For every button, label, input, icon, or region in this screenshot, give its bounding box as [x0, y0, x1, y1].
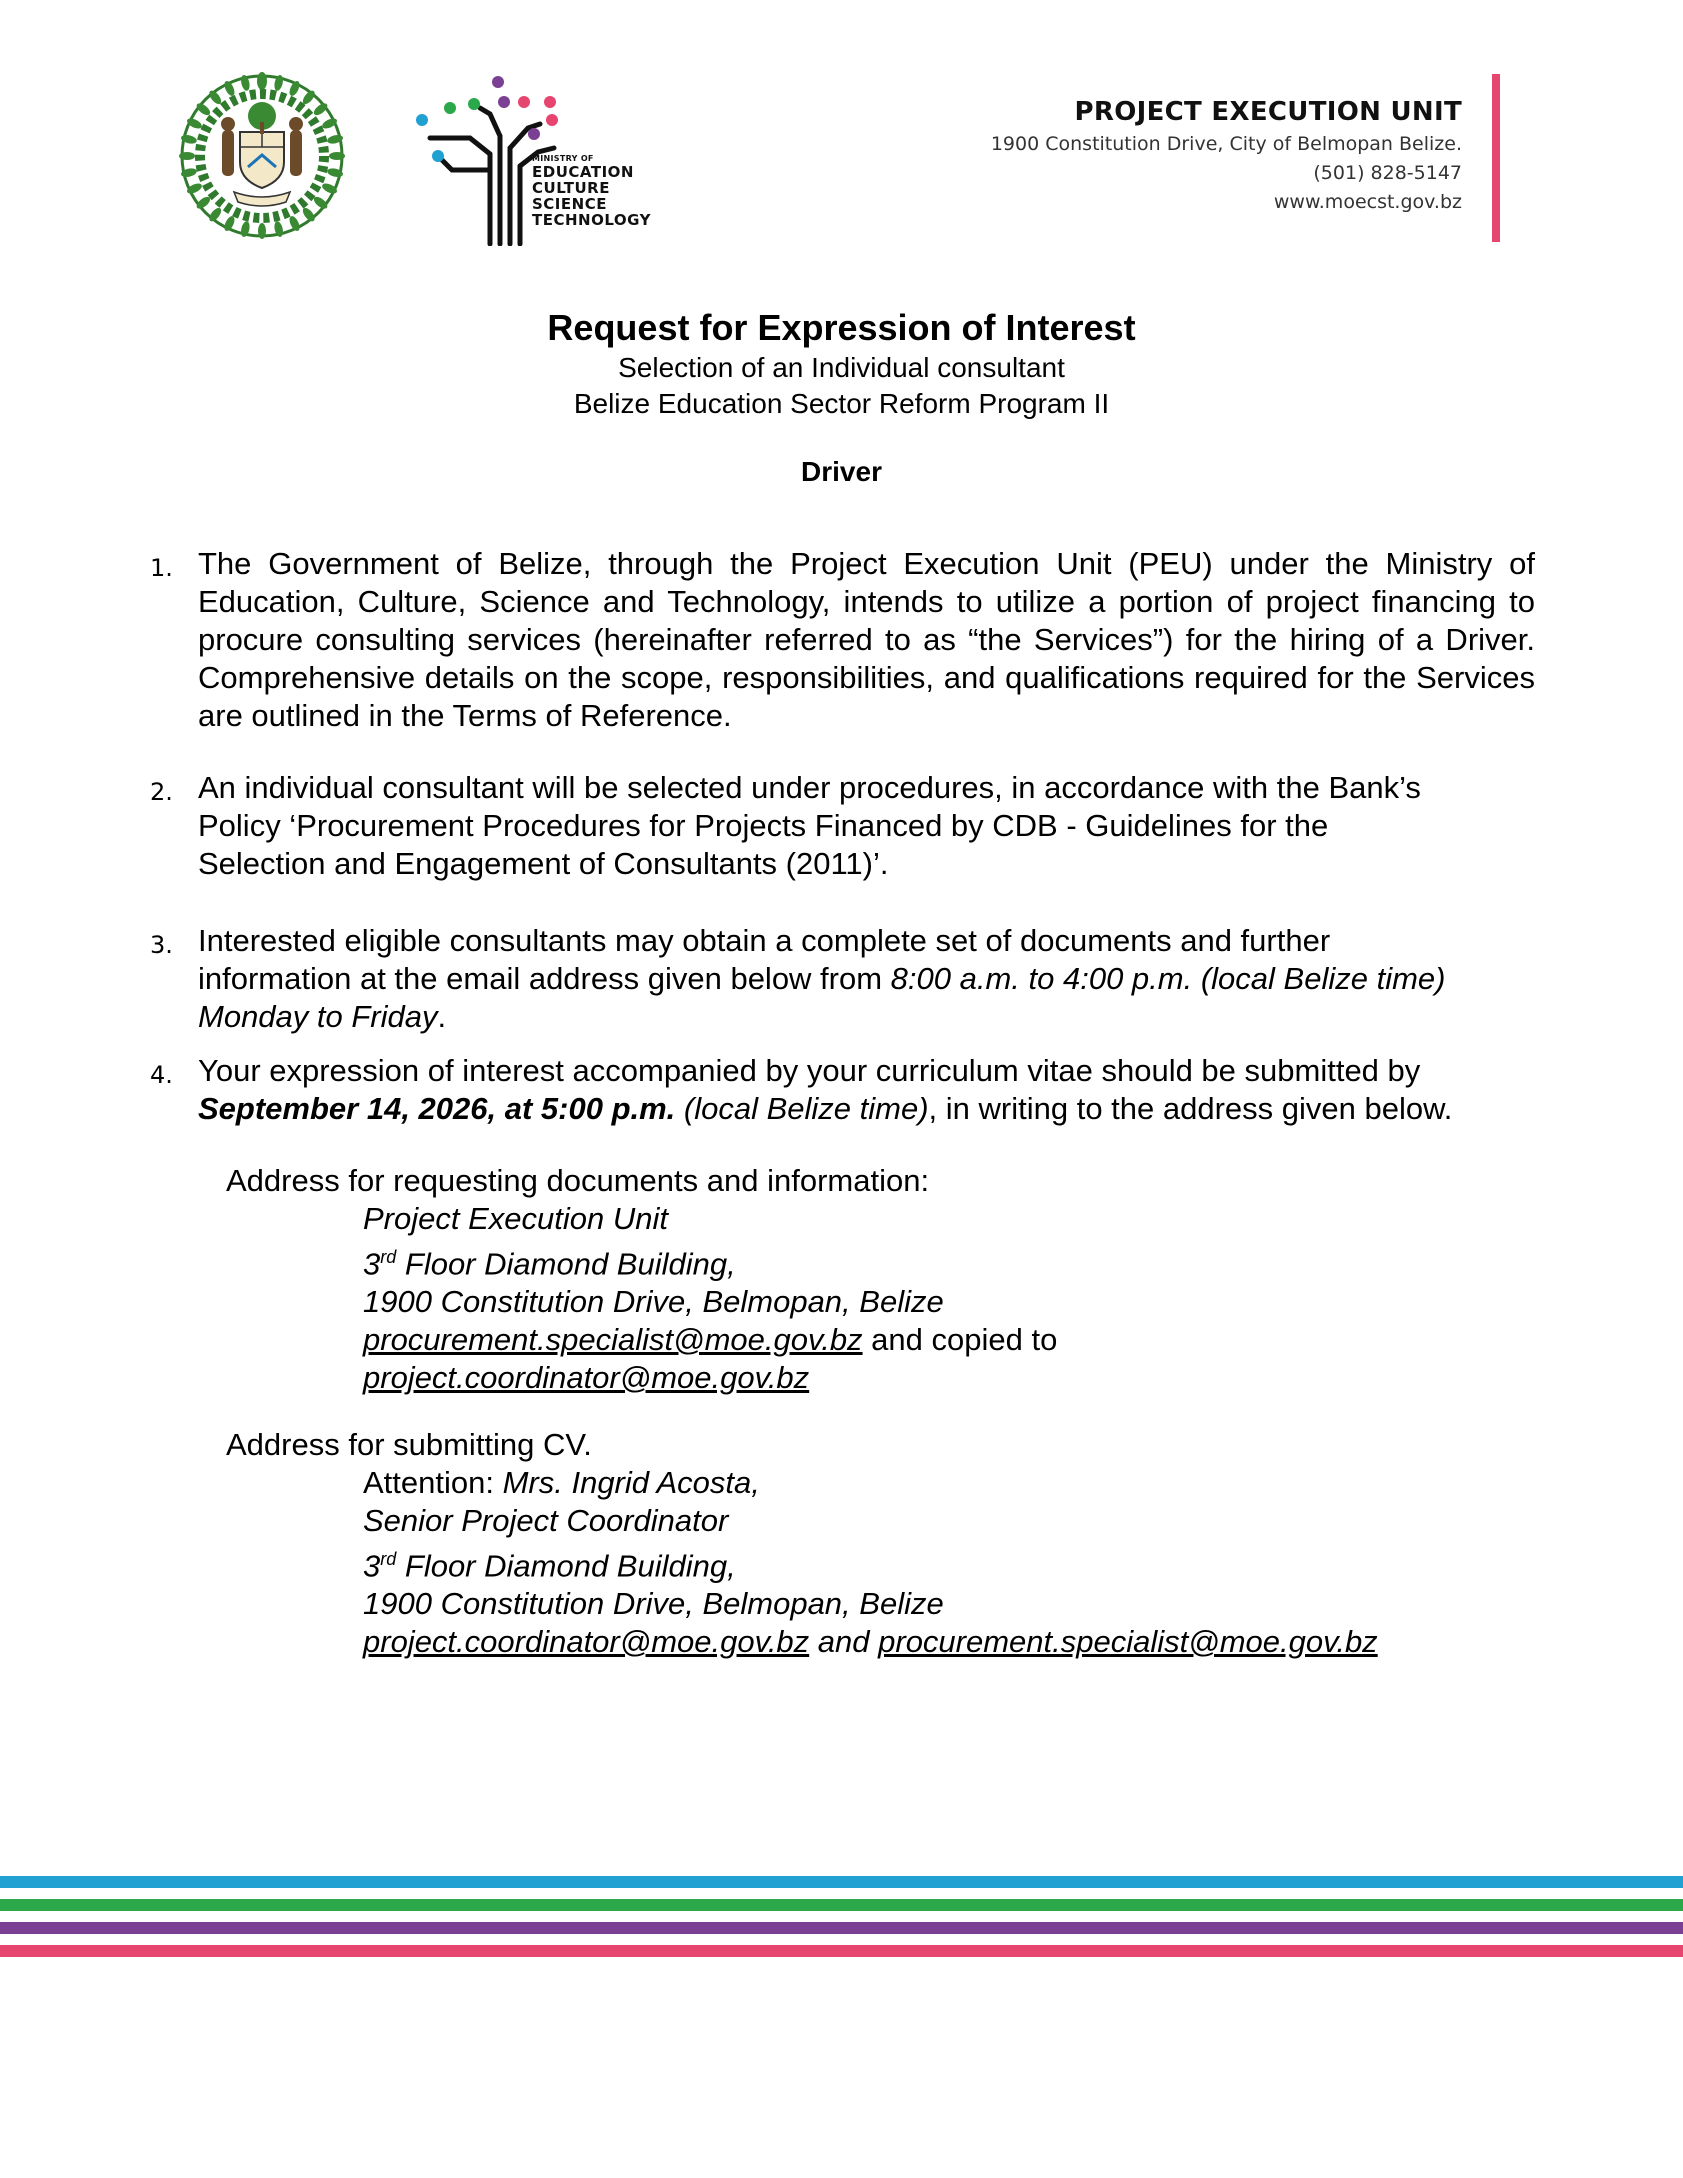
- paragraph-number: 2.: [150, 778, 173, 806]
- paragraph-line: [198, 960, 1535, 998]
- paragraph-4: [150, 1052, 1535, 1128]
- ministry-logo-text: [532, 154, 651, 228]
- submit-attention-line: [226, 1464, 1378, 1502]
- attention-name: Mrs. Ingrid Acosta,: [502, 1465, 760, 1500]
- submit-address-floor: [226, 1540, 1378, 1585]
- ministry-logo: [412, 74, 662, 246]
- ministry-logo-line: EDUCATION: [532, 163, 634, 181]
- procurement-email-link[interactable]: procurement.specialist@moe.gov.bz: [878, 1624, 1378, 1660]
- paragraph-text: [198, 769, 1535, 883]
- paragraph-line: An individual consultant will be selected under procedures, in accordance with the Bank’s: [198, 770, 1421, 805]
- floor-text: Floor Diamond Building,: [396, 1548, 736, 1584]
- unit-phone: (501) 828-5147: [1313, 162, 1462, 184]
- floor-suffix: rd: [380, 1247, 397, 1267]
- procurement-email-link[interactable]: procurement.specialist@moe.gov.bz: [363, 1322, 863, 1358]
- office-days: Monday to Friday: [198, 999, 438, 1034]
- line-text: , in writing to the address given below.: [928, 1091, 1453, 1126]
- request-address-unit: Project Execution Unit: [363, 1201, 668, 1236]
- submission-deadline: September 14, 2026, at 5:00 p.m.: [198, 1091, 676, 1126]
- paragraph-number: 3.: [150, 931, 173, 959]
- footer-stripe-blue: [0, 1876, 1683, 1888]
- paragraph-line: Selection and Engagement of Consultants (2011)’.: [198, 846, 889, 881]
- line-text: information at the email address given below from: [198, 961, 891, 996]
- paragraph-text: [198, 922, 1535, 1036]
- and-text: and: [809, 1624, 879, 1660]
- office-hours: 8:00 a.m. to 4:00 p.m. (local Belize time): [890, 961, 1446, 996]
- submit-address-heading: Address for submitting CV.: [226, 1427, 592, 1462]
- paragraph-number: 4.: [150, 1061, 173, 1089]
- line-text: .: [437, 999, 447, 1034]
- submit-address-block: [226, 1426, 1378, 1661]
- submit-address-street: 1900 Constitution Drive, Belmopan, Belize: [363, 1586, 944, 1622]
- unit-address: 1900 Constitution Drive, City of Belmopan Belize.: [990, 133, 1462, 155]
- attention-label: Attention:: [363, 1465, 503, 1500]
- position-title: Driver: [801, 456, 882, 487]
- paragraph-2: [150, 769, 1535, 883]
- paragraph-text: [198, 1052, 1535, 1128]
- document-title: Request for Expression of Interest: [547, 307, 1136, 348]
- submit-emails: [226, 1623, 1378, 1661]
- unit-contact-block: [991, 94, 1462, 217]
- local-time-note: (local Belize time): [675, 1091, 929, 1126]
- floor-text: Floor Diamond Building,: [396, 1246, 736, 1282]
- request-address-emails: [226, 1321, 1057, 1359]
- coordinator-email-link[interactable]: project.coordinator@moe.gov.bz: [363, 1624, 810, 1660]
- floor-suffix: rd: [380, 1549, 397, 1569]
- floor-number: 3: [363, 1246, 381, 1282]
- footer-stripe-green: [0, 1899, 1683, 1911]
- request-address-block: [226, 1162, 1057, 1397]
- document-subtitle-1: Selection of an Individual consultant: [618, 352, 1065, 383]
- header-accent-bar: [1492, 74, 1500, 242]
- unit-website[interactable]: www.moecst.gov.bz: [1273, 191, 1462, 213]
- unit-name: PROJECT EXECUTION UNIT: [1074, 97, 1462, 127]
- submit-position: Senior Project Coordinator: [363, 1503, 729, 1538]
- request-address-street: 1900 Constitution Drive, Belmopan, Belize: [363, 1284, 944, 1320]
- paragraph-1: [150, 545, 1535, 735]
- paragraph-line: Policy ‘Procurement Procedures for Projects Financed by CDB - Guidelines for the: [198, 808, 1329, 843]
- belize-coat-of-arms-seal: [178, 72, 346, 240]
- paragraph-text: The Government of Belize, through the Project Execution Unit (PEU) under the Ministry of Education, Culture, Science and Technology, intends to utilize a portion of project financing to procure consulting services (hereinafter referred to as “the Services”) for the hiring of a Driver. Comprehensive details on the scope, responsibilities, and qualifications required for the Services are outlined in the Terms of Reference.: [198, 546, 1535, 733]
- request-address-email-2: [226, 1359, 1057, 1397]
- ministry-logo-line: SCIENCE: [532, 195, 607, 213]
- paragraph-3: [150, 922, 1535, 1036]
- request-address-heading: Address for requesting documents and information:: [226, 1163, 930, 1198]
- floor-number: 3: [363, 1548, 381, 1584]
- document-subtitle-2: Belize Education Sector Reform Program II: [573, 388, 1110, 419]
- paragraph-number: 1.: [150, 554, 173, 582]
- ministry-logo-small-line: MINISTRY OF: [532, 154, 594, 163]
- ministry-logo-line: TECHNOLOGY: [532, 211, 651, 229]
- title-block: [0, 306, 1683, 488]
- footer-stripe-pink: [0, 1945, 1683, 1957]
- request-address-floor: [226, 1238, 1057, 1283]
- paragraph-line: Interested eligible consultants may obtain a complete set of documents and further: [198, 923, 1331, 958]
- paragraph-line: Your expression of interest accompanied by your curriculum vitae should be submitted by: [198, 1053, 1421, 1088]
- paragraph-line: [198, 1090, 1535, 1128]
- copied-text: and copied to: [862, 1322, 1058, 1358]
- coordinator-email-link[interactable]: project.coordinator@moe.gov.bz: [363, 1360, 810, 1396]
- paragraph-line: [198, 998, 1535, 1036]
- ministry-logo-line: CULTURE: [532, 179, 610, 197]
- footer-stripe-purple: [0, 1922, 1683, 1934]
